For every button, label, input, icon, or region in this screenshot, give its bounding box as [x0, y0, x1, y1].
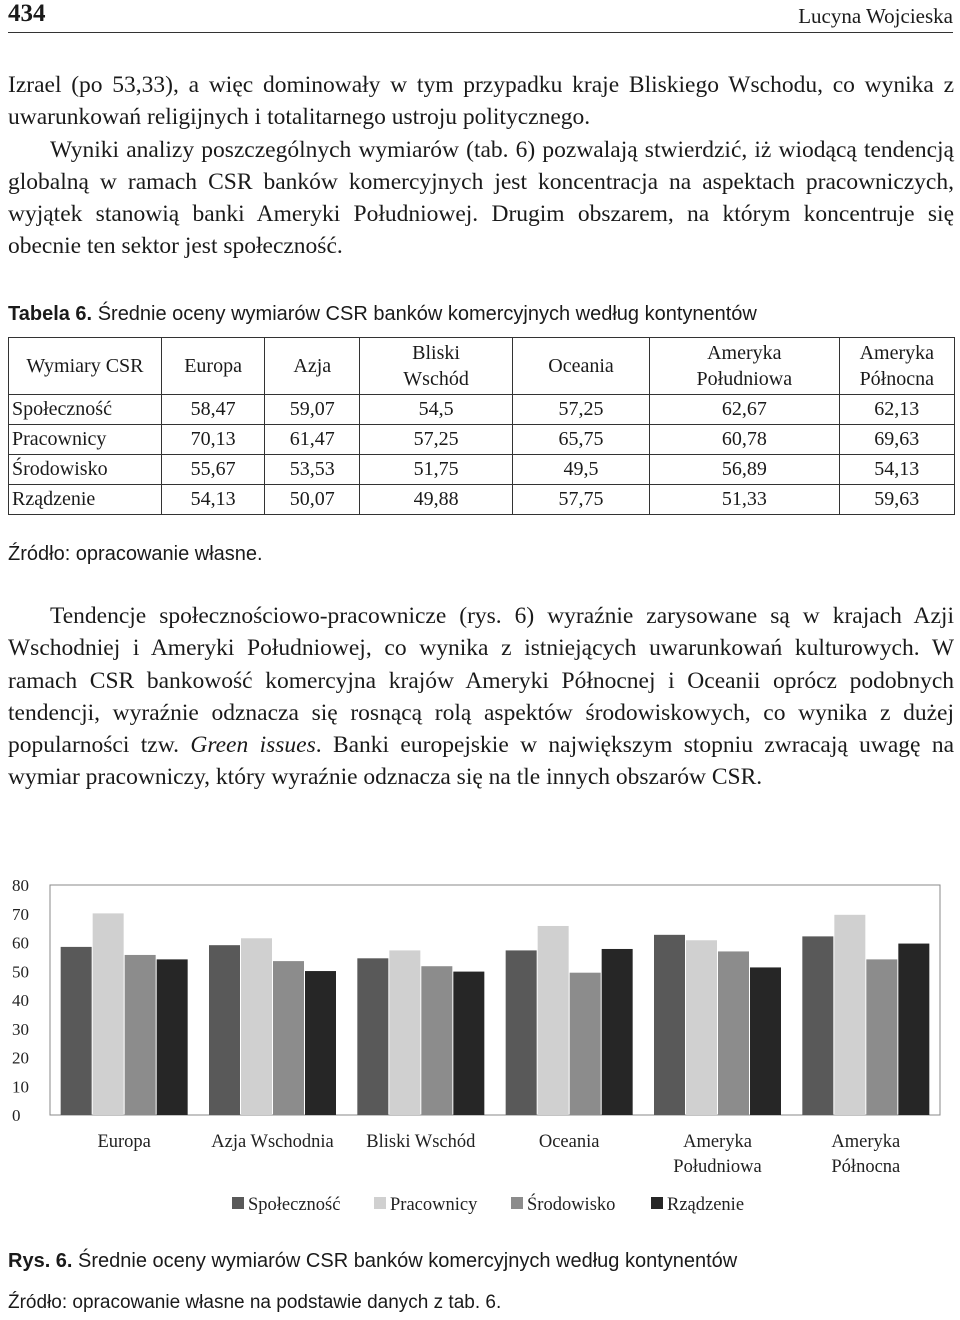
figure-caption-label: Rys. 6.: [8, 1250, 73, 1272]
bar: [834, 915, 865, 1115]
y-tick-label: 50: [12, 962, 29, 982]
bar: [602, 949, 633, 1115]
bar: [802, 936, 833, 1115]
bar: [570, 973, 601, 1115]
bar: [241, 938, 272, 1115]
legend-swatch: [651, 1197, 663, 1209]
figure-caption: [8, 1250, 737, 1273]
table-cell: 62,13: [839, 395, 954, 425]
paragraph-2-text-a: Tendencje społecznościowo-pracownicze (rys. 6) wyraźnie zarysowane są w krajach Azji Wschodniej i Ameryki Południowej, co wynika z istniejących uwarunkowań kulturowych. W ramach CSR bankowość komercyjna krajów Ameryki Północnej i Oceanii oprócz podobnych tendencji, wyraźnie odznacza się rosnącą rolą aspektów środowiskowych, co wynika z dużej popularności tzw.: [8, 603, 954, 759]
x-tick-label: Oceania: [538, 1132, 600, 1152]
table-cell: 70,13: [161, 425, 264, 455]
table-header-cell: Azja: [265, 338, 360, 395]
table-row: [9, 425, 955, 455]
bar: [305, 971, 336, 1115]
bar: [718, 951, 749, 1115]
y-tick-label: 80: [12, 876, 29, 895]
y-tick-label: 20: [12, 1048, 29, 1068]
legend-label: Społeczność: [248, 1195, 341, 1215]
figure-source: Źródło: opracowanie własne na podstawie danych z tab. 6.: [8, 1292, 502, 1313]
x-tick-label: Azja Wschodnia: [211, 1132, 334, 1152]
data-table: [8, 337, 955, 515]
running-header-author: Lucyna Wojcieska: [798, 4, 953, 28]
table-header-cell: Wymiary CSR: [9, 338, 162, 395]
table-cell: 56,89: [650, 455, 839, 485]
table-row: [9, 485, 955, 515]
table-row: [9, 395, 955, 425]
y-tick-label: 60: [12, 933, 29, 953]
bar-chart: [0, 860, 960, 1245]
bar: [898, 944, 929, 1115]
x-tick-label: Europa: [97, 1132, 151, 1152]
paragraph-1-line-b: Wyniki analizy poszczególnych wymiarów (tab. 6) pozwalają stwierdzić, iż wiodącą tendencją globalną w ramach CSR banków komercyjnych jest koncentracja na aspektach pracowniczych, wyjątek stanowią banki Ameryki Południowej. Drugim obszarem, na którym koncentruje się obecnie ten sektor jest społeczność.: [8, 136, 954, 260]
figure-caption-text: Średnie oceny wymiarów CSR banków komercyjnych według kontynentów: [78, 1250, 738, 1272]
table-header-cell: Europa: [161, 338, 264, 395]
table-caption: [8, 303, 757, 326]
table-source: Źródło: opracowanie własne.: [8, 543, 263, 565]
bar: [654, 935, 685, 1115]
table-header-cell: Oceania: [512, 338, 649, 395]
table-caption-label: Tabela 6.: [8, 303, 93, 325]
legend-label: Pracownicy: [390, 1195, 478, 1215]
y-tick-label: 30: [12, 1019, 29, 1039]
table-cell: 69,63: [839, 425, 954, 455]
x-tick-label: Południowa: [673, 1157, 762, 1177]
table-row-label: Rządzenie: [9, 485, 162, 515]
bar: [157, 959, 188, 1115]
table-header-cell: Bliski Wschód: [360, 338, 513, 395]
bar: [750, 967, 781, 1115]
table-cell: 51,33: [650, 485, 839, 515]
y-tick-label: 70: [12, 904, 29, 924]
table-cell: 49,88: [360, 485, 513, 515]
table-header-cell: Ameryka Północna: [839, 338, 954, 395]
bar: [538, 926, 569, 1115]
x-tick-label: Bliski Wschód: [366, 1132, 476, 1152]
table-cell: 62,67: [650, 395, 839, 425]
table-cell: 65,75: [512, 425, 649, 455]
legend-label: Środowisko: [527, 1195, 616, 1215]
table-cell: 60,78: [650, 425, 839, 455]
table-cell: 57,25: [512, 395, 649, 425]
x-tick-label: Ameryka: [683, 1132, 752, 1152]
table-header-cell: Ameryka Południowa: [650, 338, 839, 395]
table-cell: 53,53: [265, 455, 360, 485]
table-row-label: Środowisko: [9, 455, 162, 485]
y-tick-label: 0: [12, 1106, 21, 1125]
paragraph-1: [8, 69, 954, 263]
table-cell: 54,5: [360, 395, 513, 425]
paragraph-1-line-a: Izrael (po 53,33), a więc dominowały w tym przypadku kraje Bliskiego Wschodu, co wynika z uwarunkowań religijnych i totalitarnego ustroju politycznego.: [8, 72, 954, 131]
table-cell: 59,63: [839, 485, 954, 515]
bar: [389, 950, 420, 1115]
y-tick-label: 40: [12, 991, 29, 1010]
table-cell: 57,25: [360, 425, 513, 455]
table-row-label: Pracownicy: [9, 425, 162, 455]
table-cell: 51,75: [360, 455, 513, 485]
bar: [453, 972, 484, 1115]
x-tick-label: Ameryka: [831, 1132, 901, 1152]
bar: [125, 955, 156, 1115]
table-cell: 57,75: [512, 485, 649, 515]
table-caption-text: Średnie oceny wymiarów CSR banków komercyjnych według kontynentów: [97, 303, 757, 325]
y-tick-label: 10: [12, 1077, 29, 1097]
x-tick-label: Północna: [831, 1157, 901, 1177]
bar: [506, 950, 537, 1115]
table-row-label: Społeczność: [9, 395, 162, 425]
bar: [209, 945, 240, 1115]
bar: [866, 959, 897, 1115]
bar: [273, 961, 304, 1115]
paragraph-2: [8, 600, 954, 794]
table-cell: 61,47: [265, 425, 360, 455]
table-cell: 50,07: [265, 485, 360, 515]
table-cell: 49,5: [512, 455, 649, 485]
header-rule: [8, 32, 953, 33]
paragraph-2-text: [8, 600, 954, 794]
legend-swatch: [232, 1197, 244, 1209]
bar: [686, 940, 717, 1115]
bar: [421, 966, 452, 1115]
bar: [357, 958, 388, 1115]
table-cell: 58,47: [161, 395, 264, 425]
table-cell: 59,07: [265, 395, 360, 425]
table-cell: 54,13: [161, 485, 264, 515]
legend-swatch: [374, 1197, 386, 1209]
paragraph-2-italic-term: Green issues: [190, 732, 316, 759]
bar: [93, 913, 124, 1115]
table-row: [9, 455, 955, 485]
paragraph-2-text-b: . Banki europejskie w największym stopniu zwracają uwagę na wymiar pracowniczy, który wyraźnie odznacza się na tle innych obszarów CSR.: [8, 732, 954, 791]
page-number: 434: [8, 0, 46, 27]
legend-label: Rządzenie: [667, 1195, 745, 1215]
table-cell: 55,67: [161, 455, 264, 485]
table-cell: 54,13: [839, 455, 954, 485]
table-header-row: [9, 338, 955, 395]
bar: [61, 947, 92, 1115]
legend-swatch: [511, 1197, 523, 1209]
